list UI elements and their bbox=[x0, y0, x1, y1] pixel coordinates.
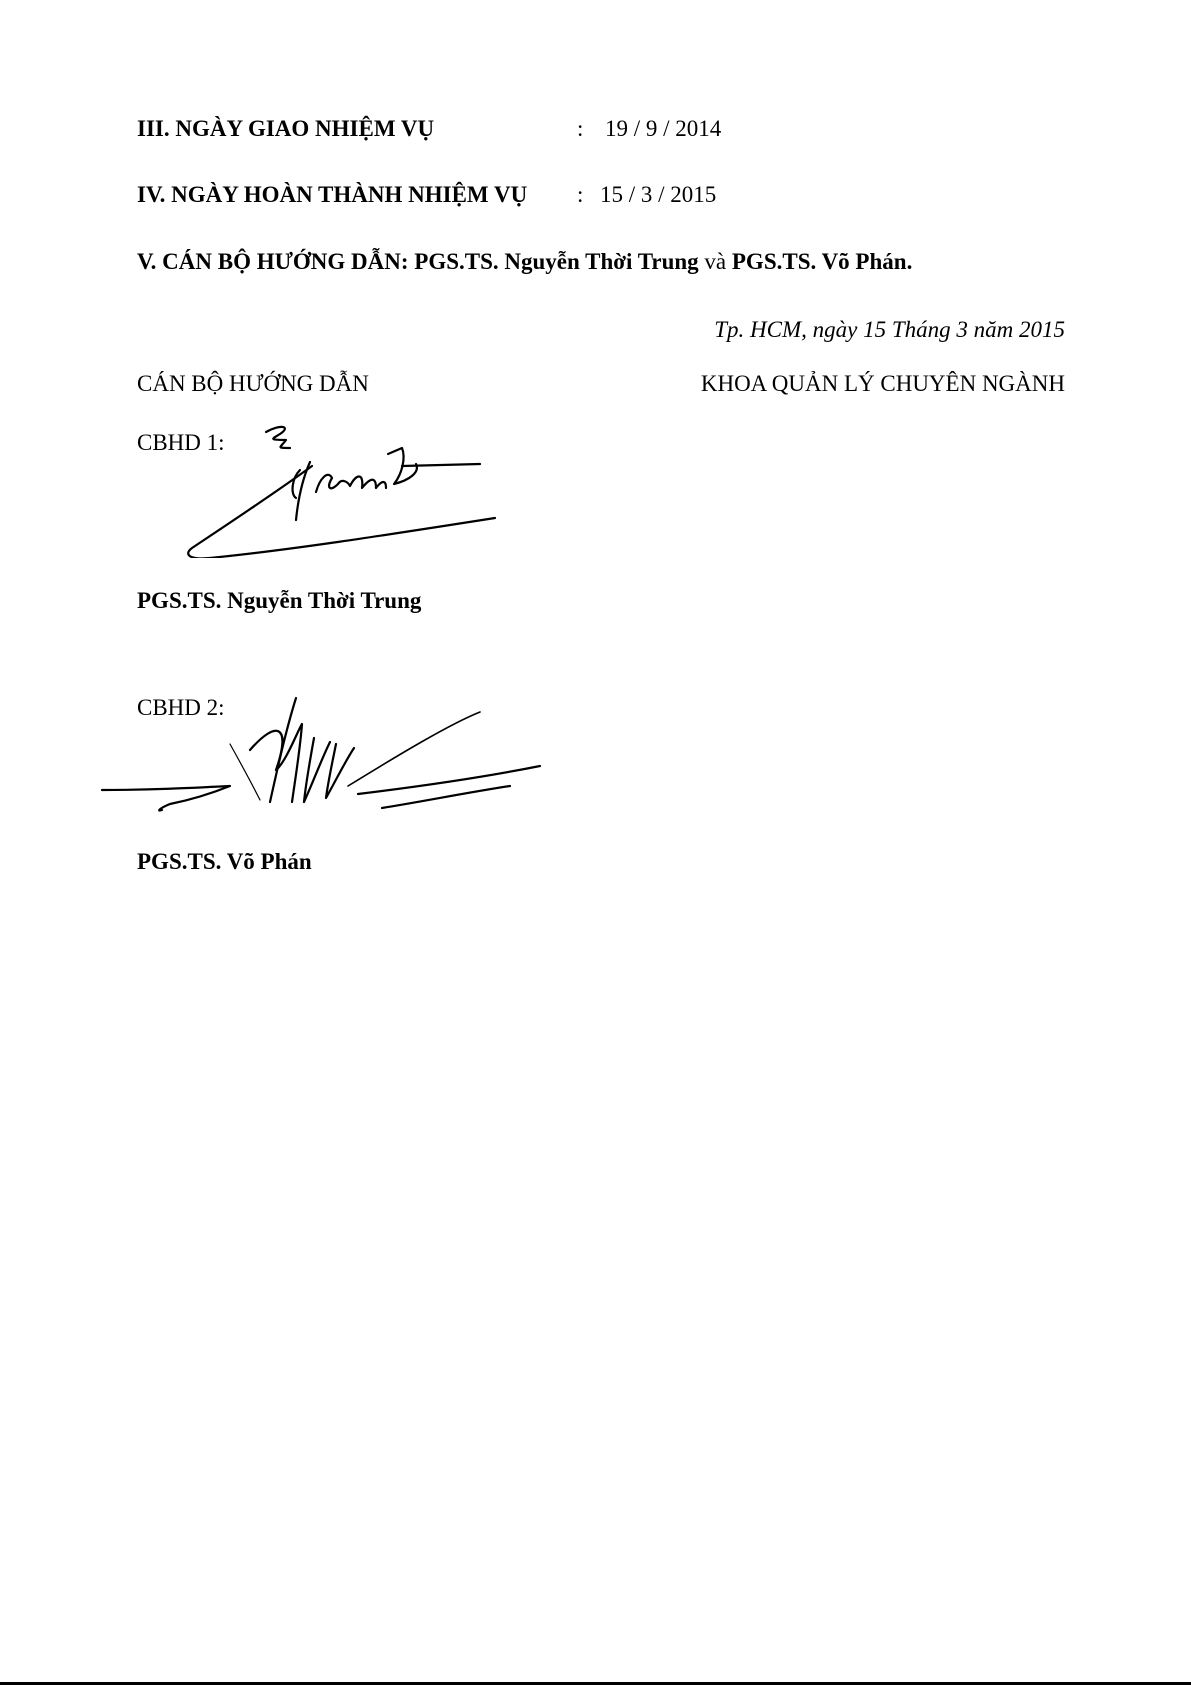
supervisor-heading: CÁN BỘ HƯỚNG DẪN bbox=[137, 371, 369, 396]
assign-date-colon: : bbox=[577, 116, 584, 141]
signature-1-image bbox=[180, 418, 510, 558]
supervisor-name-2: PGS.TS. Võ Phán. bbox=[731, 249, 913, 274]
supervisors-conj: và bbox=[704, 249, 727, 274]
cbhd2-name: PGS.TS. Võ Phán bbox=[137, 849, 312, 874]
supervisors-line bbox=[137, 250, 912, 273]
assign-date-label: III. NGÀY GIAO NHIỆM VỤ bbox=[137, 116, 435, 141]
place-date: Tp. HCM, ngày 15 Tháng 3 năm 2015 bbox=[714, 317, 1065, 342]
cbhd1-name: PGS.TS. Nguyễn Thời Trung bbox=[137, 588, 422, 613]
assign-date-value: 19 / 9 / 2014 bbox=[605, 116, 722, 141]
complete-date-label: IV. NGÀY HOÀN THÀNH NHIỆM VỤ bbox=[137, 182, 528, 207]
complete-date-colon: : bbox=[577, 182, 584, 207]
cbhd2-label: CBHD 2: bbox=[137, 695, 225, 720]
supervisors-label: V. CÁN BỘ HƯỚNG DẪN: bbox=[137, 249, 409, 274]
department-heading: KHOA QUẢN LÝ CHUYÊN NGÀNH bbox=[700, 371, 1065, 396]
cbhd1-label: CBHD 1: bbox=[137, 430, 225, 455]
signature-2-image bbox=[100, 690, 550, 840]
supervisor-name-1: PGS.TS. Nguyễn Thời Trung bbox=[414, 249, 699, 274]
complete-date-value: 15 / 3 / 2015 bbox=[600, 182, 717, 207]
